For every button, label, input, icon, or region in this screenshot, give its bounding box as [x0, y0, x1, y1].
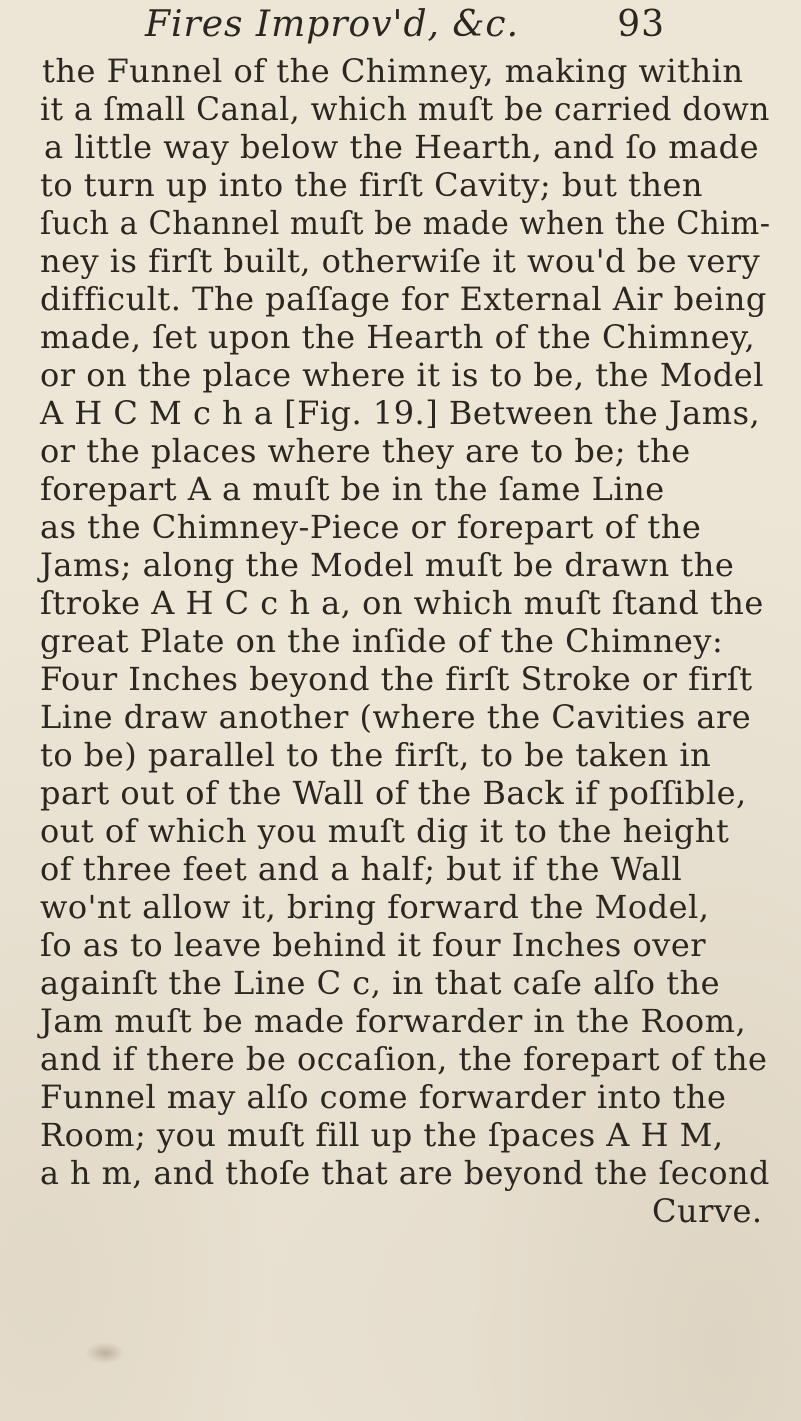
- page-number: 93: [617, 4, 665, 45]
- paper-stain: [85, 1342, 125, 1364]
- text-line: or on the place where it is to be, the Model: [40, 356, 764, 394]
- text-line: againſt the Line C c, in that caſe alſo the: [40, 964, 721, 1002]
- text-line: ſtroke A H C c h a, on which muſt ſtand the: [40, 584, 764, 622]
- text-line: out of which you muſt dig it to the height: [40, 812, 730, 850]
- text-line: Line draw another (where the Cavities are: [40, 698, 752, 736]
- text-line: as the Chimney-Piece or forepart of the: [40, 508, 702, 546]
- text-line: Jam muſt be made forwarder in the Room,: [40, 1002, 747, 1040]
- text-line: Four Inches beyond the firſt Stroke or firſt: [40, 660, 753, 698]
- text-line: difficult. The paſſage for External Air being: [40, 280, 767, 318]
- text-line-final: Curve.: [652, 1192, 763, 1230]
- text-line: great Plate on the inſide of the Chimney:: [40, 622, 724, 660]
- text-line: a little way below the Hearth, and ſo made: [44, 128, 760, 166]
- text-line: Funnel may alſo come forwarder into the: [40, 1078, 727, 1116]
- text-line: made, ſet upon the Hearth of the Chimney,: [40, 318, 756, 356]
- text-line: or the places where they are to be; the: [40, 432, 691, 470]
- running-head-title: Fires Improv'd, &c.: [145, 4, 520, 45]
- text-line: the Funnel of the Chimney, making within: [42, 52, 744, 90]
- text-line: ſuch a Channel muſt be made when the Chim-: [40, 204, 771, 242]
- text-line: forepart A a muſt be in the ſame Line: [40, 470, 665, 508]
- text-line: part out of the Wall of the Back if poſſible,: [40, 774, 747, 812]
- text-line: A H C M c h a [Fig. 19.] Between the Jams,: [40, 394, 761, 432]
- text-line: of three feet and a half; but if the Wall: [40, 850, 683, 888]
- text-line: it a ſmall Canal, which muſt be carried down: [40, 90, 770, 128]
- text-line: ſo as to leave behind it four Inches over: [40, 926, 707, 964]
- text-line: to turn up into the firſt Cavity; but then: [40, 166, 703, 204]
- text-line: Jams; along the Model muſt be drawn the: [40, 546, 735, 584]
- text-line: ney is firſt built, otherwiſe it wou'd be very: [40, 242, 761, 280]
- text-line: wo'nt allow it, bring forward the Model,: [40, 888, 710, 926]
- text-line: to be) parallel to the firſt, to be taken in: [40, 736, 712, 774]
- running-head: [145, 4, 665, 52]
- text-line: a h m, and thoſe that are beyond the ſecond: [40, 1154, 770, 1192]
- text-line: Room; you muſt fill up the ſpaces A H M,: [40, 1116, 724, 1154]
- text-line: and if there be occaſion, the forepart of the: [40, 1040, 768, 1078]
